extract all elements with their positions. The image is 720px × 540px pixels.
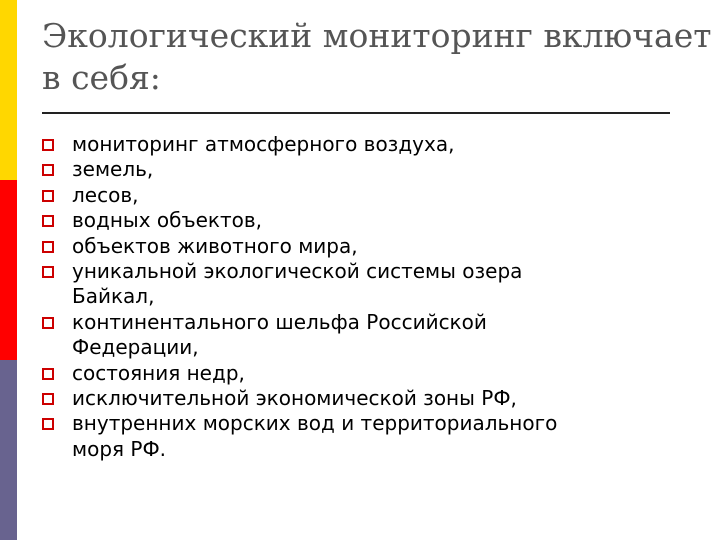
list-item [42, 259, 702, 310]
hollow-square-bullet-icon [42, 139, 54, 151]
list-item [42, 157, 702, 182]
accent-stripe-yellow [0, 0, 17, 180]
hollow-square-bullet-icon [42, 164, 54, 176]
list-item [42, 411, 702, 462]
list-item-text: состояния недр, [72, 360, 245, 385]
list-item-text: мониторинг атмосферного воздуха, [72, 132, 455, 156]
list-item-text: внутренних морских вод и территориального [72, 411, 558, 436]
list-item-text: исключительной экономической зоны РФ, [72, 386, 517, 411]
list-item [42, 183, 702, 208]
list-item-text: земель, [72, 157, 154, 182]
list-item [42, 386, 702, 411]
accent-stripe-red [0, 180, 17, 360]
list-item-text: Байкал, [72, 284, 155, 309]
hollow-square-bullet-icon [42, 317, 54, 329]
list-item [42, 132, 702, 157]
list-item [42, 361, 702, 386]
list-item-text: объектов животного мира, [72, 233, 358, 258]
list-item-text: Федерации, [72, 335, 199, 360]
list-item-text: водных объектов, [72, 208, 263, 233]
title-divider [42, 112, 670, 114]
list-item-text: моря РФ. [72, 436, 167, 461]
accent-stripe-purple [0, 360, 17, 540]
hollow-square-bullet-icon [42, 393, 54, 405]
slide-title [42, 15, 712, 99]
list-item [42, 234, 702, 259]
list-item-text: континентального шельфа Российской [72, 309, 487, 334]
hollow-square-bullet-icon [42, 190, 54, 202]
hollow-square-bullet-icon [42, 241, 54, 253]
hollow-square-bullet-icon [42, 418, 54, 430]
bullet-list [42, 132, 702, 462]
slide-title-line-1: Экологический мониторинг включает [42, 16, 712, 55]
slide-title-line-2: в себя: [42, 58, 161, 97]
hollow-square-bullet-icon [42, 266, 54, 278]
hollow-square-bullet-icon [42, 368, 54, 380]
list-item [42, 310, 702, 361]
list-item-text: лесов, [72, 182, 139, 207]
list-item-text: уникальной экологической системы озера [72, 259, 523, 284]
hollow-square-bullet-icon [42, 215, 54, 227]
list-item [42, 208, 702, 233]
